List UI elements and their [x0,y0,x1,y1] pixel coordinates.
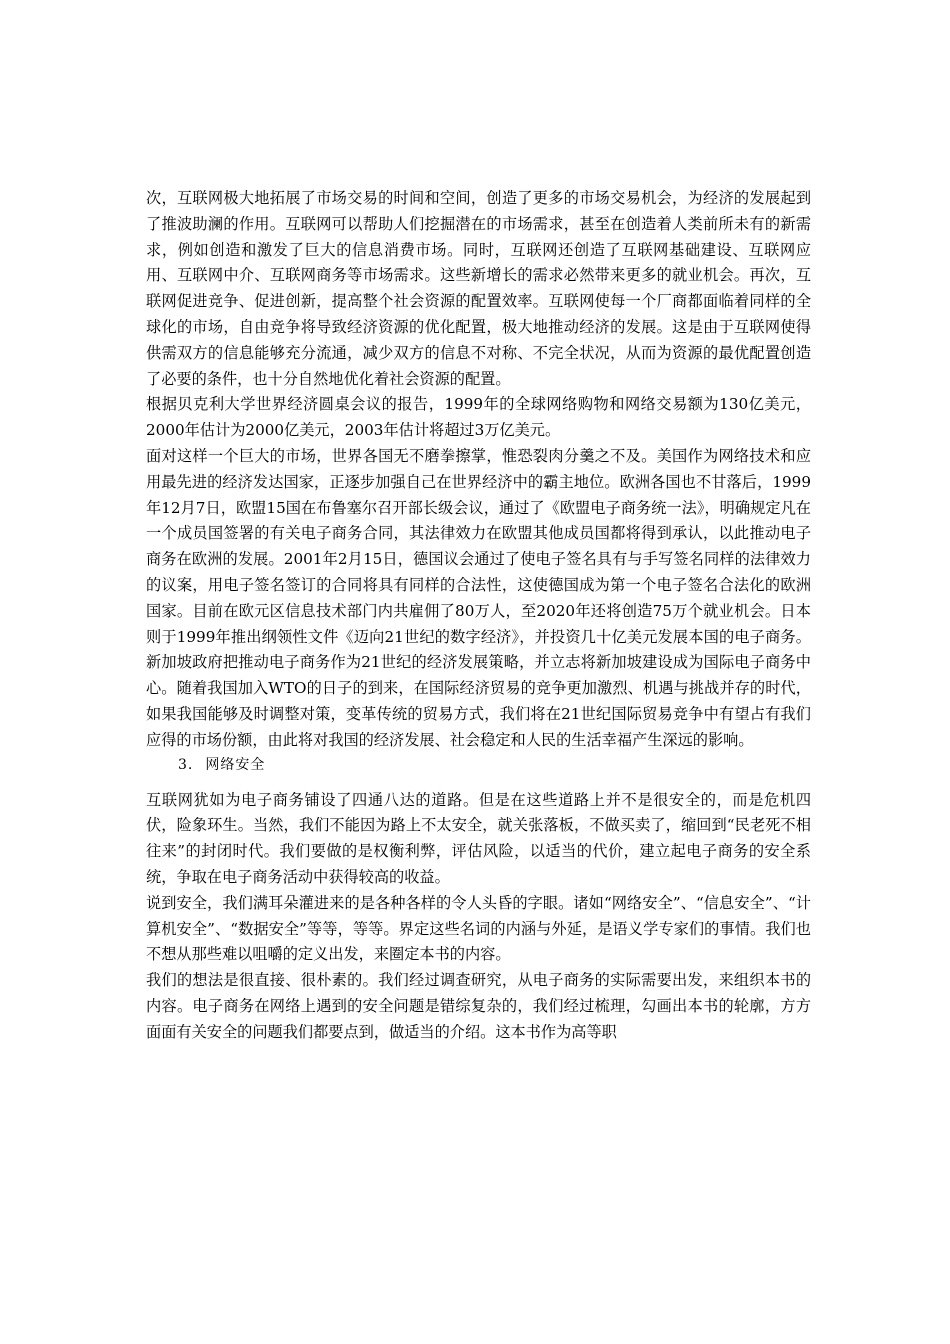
paragraph-internet-economy: 次，互联网极大地拓展了市场交易的时间和空间，创造了更多的市场交易机会，为经济的发展起到了推波助澜的作用。互联网可以帮助人们挖掘潜在的市场需求，甚至在创造着人类前所未有的新需求，例如创造和激发了巨大的信息消费市场。同时，互联网还创造了互联网基础建设、互联网应用、互联网中介、互联网商务等市场需求。这些新增长的需求必然带来更多的就业机会。再次，互联网促进竞争、促进创新，提高整个社会资源的配置效率。互联网使每一个厂商都面临着同样的全球化的市场，自由竞争将导致经济资源的优化配置，极大地推动经济的发展。这是由于互联网使得供需双方的信息能够充分流通，减少双方的信息不对称、不完全状况，从而为资源的最优配置创造了必要的条件，也十分自然地优化着社会资源的配置。 [146,189,811,388]
document-page [146,186,811,1046]
paragraph-market-statistics: 根据贝克利大学世界经济圆桌会议的报告，1999年的全球网络购物和网络交易额为130亿美元，2000年估计为2000亿美元，2003年估计将超过3万亿美元。 [146,395,811,440]
paragraph-security-intro: 互联网犹如为电子商务铺设了四通八达的道路。但是在这些道路上并不是很安全的，而是危机四伏，险象环生。当然，我们不能因为路上不太安全，就关张落板，不做买卖了，缩回到“民老死不相往来”的封闭时代。我们要做的是权衡利弊，评估风险，以适当的代价，建立起电子商务的安全系统，争取在电子商务活动中获得较高的收益。 [146,790,811,886]
paragraph-world-competition: 面对这样一个巨大的市场，世界各国无不磨拳擦掌，惟恐裂肉分羹之不及。美国作为网络技术和应用最先进的经济发达国家，正逐步加强自己在世界经济中的霸主地位。欧洲各国也不甘落后，1999年12月7日，欧盟15国在布鲁塞尔召开部长级会议，通过了《欧盟电子商务统一法》，明确规定凡在一个成员国签署的有关电子商务合同，其法律效力在欧盟其他成员国都将得到承认，以此推动电子商务在欧洲的发展。2001年2月15日，德国议会通过了使电子签名具有与手写签名同样的法律效力的议案，用电子签名签订的合同将具有同样的合法性，这使德国成为第一个电子签名合法化的欧洲国家。目前在欧元区信息技术部门内共雇佣了80万人，至2020年还将创造75万个就业机会。日本则于1999年推出纲领性文件《迈向21世纪的数字经济》，并投资几十亿美元发展本国的电子商务。新加坡政府把推动电子商务作为21世纪的经济发展策略，并立志将新加坡建设成为国际电子商务中心。随着我国加入WTO的日子的到来，在国际经济贸易的竞争更加激烈、机遇与挑战并存的时代，如果我国能够及时调整对策，变革传统的贸易方式，我们将在21世纪国际贸易竞争中有望占有我们应得的市场份额，由此将对我国的经济发展、社会稳定和人民的生活幸福产生深远的影响。 [146,446,811,749]
section-title: 网络安全 [205,756,266,773]
section-number: 3. [178,756,194,773]
paragraph-book-approach: 我们的想法是很直接、很朴素的。我们经过调查研究，从电子商务的实际需要出发，来组织本书的内容。电子商务在网络上遇到的安全问题是错综复杂的，我们经过梳理，勾画出本书的轮廓，方方面面有关安全的问题我们都要点到，做适当的介绍。这本书作为高等职 [146,971,811,1041]
section-heading [146,754,811,788]
paragraph-security-terms: 说到安全，我们满耳朵灌进来的是各种各样的令人头昏的字眼。诸如“网络安全”、“信息安全”、“计算机安全”、“数据安全”等等，等等。界定这些名词的内涵与外延，是语义学专家们的事情。我们也不想从那些难以咀嚼的定义出发，来圈定本书的内容。 [146,893,811,964]
